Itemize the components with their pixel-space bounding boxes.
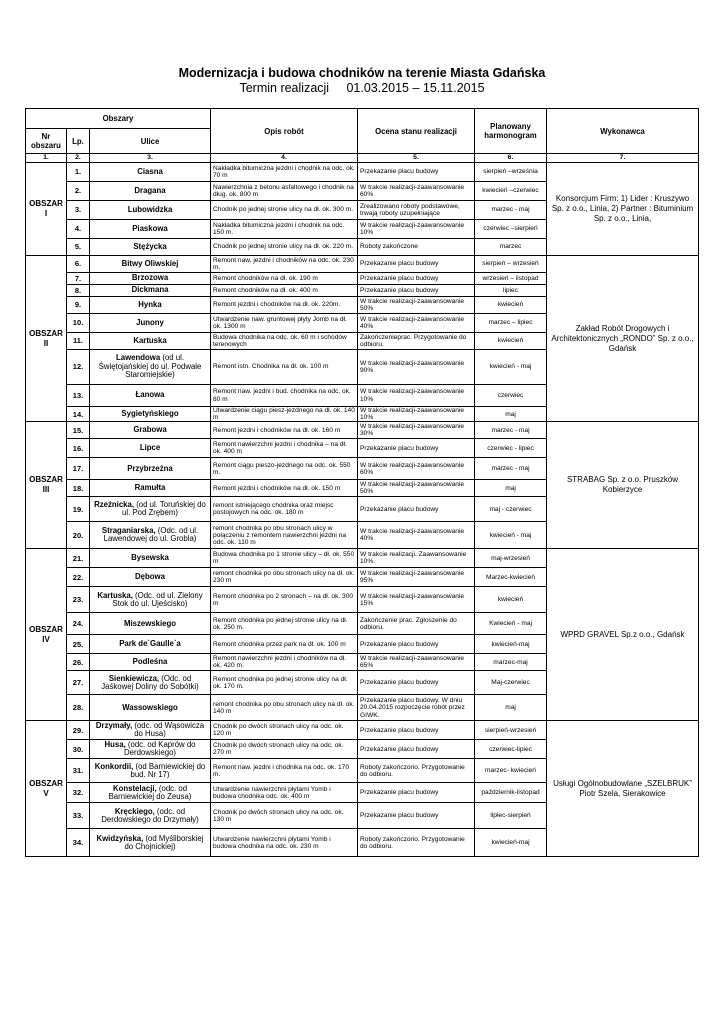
document-subtitle: Termin realizacji 01.03.2015 – 15.11.2015	[239, 81, 485, 95]
works-description: Remont chodnika przez park na dł. ok. 100 m	[211, 635, 358, 654]
works-description: Remont jezdni i chodników na dł. ok. 150 m	[211, 480, 358, 497]
street-cell	[90, 803, 211, 829]
column-number: 6.	[475, 154, 547, 163]
row-lp: 19.	[67, 497, 90, 522]
row-lp: 33.	[67, 803, 90, 829]
progress-assessment: Przekazanie placu budowy	[358, 439, 475, 458]
row-lp: 1.	[67, 163, 90, 182]
works-description: Remont chodników na dł. ok. 400 m	[211, 285, 358, 297]
street-cell	[90, 285, 211, 297]
street-cell	[90, 587, 211, 613]
street-name: Bysewska	[131, 553, 169, 563]
street-name: Kartuska	[133, 335, 167, 345]
street-cell	[90, 522, 211, 549]
street-cell	[90, 635, 211, 654]
street-cell	[90, 568, 211, 587]
street-note: (od Myśliborskiej do Chojnickiej)	[124, 833, 204, 851]
street-cell	[90, 256, 211, 273]
street-cell	[90, 385, 211, 407]
works-description: Budowa chodnika po 1 stronie ulicy – dł. ok. 550 m	[211, 549, 358, 568]
row-lp: 20.	[67, 522, 90, 549]
street-cell	[90, 613, 211, 635]
progress-assessment: Zrealizowano roboty podstawowe, trwają roboty uzupełniające	[358, 201, 475, 220]
planned-schedule: kwiecień	[475, 297, 547, 314]
progress-assessment: Roboty zakończone	[358, 239, 475, 256]
area-name: OBSZAR V	[26, 721, 67, 857]
row-lp: 26.	[67, 654, 90, 671]
street-name: Lawendowa	[115, 353, 161, 363]
works-description: Remont naw. jezdni i bud. chodnika na odc. ok. 80 m	[211, 385, 358, 407]
planned-schedule: wrzesień – listopad	[475, 273, 547, 285]
progress-assessment: W trakcie realizacji-zaawansowanie 10%	[358, 385, 475, 407]
planned-schedule: sierpień – wrzesień	[475, 256, 547, 273]
street-note: (Odc. od ul. Zielony Stok do ul. Ujeścisko)	[112, 590, 203, 608]
street-name: Sygietyńskiego	[121, 409, 179, 418]
street-cell	[90, 297, 211, 314]
document-title: Modernizacja i budowa chodników na terenie Miasta Gdańska	[178, 66, 546, 80]
works-description: Remont naw. jezdni i chodników na odc. ok. 230 m.	[211, 256, 358, 273]
street-cell	[90, 549, 211, 568]
street-name: Łanowa	[135, 390, 165, 400]
column-number: 7.	[547, 154, 699, 163]
header-obszary: Obszary	[26, 109, 211, 129]
contractor: Zakład Robót Drogowych i Architektonicznych „RONDO” Sp. z o.o., Gdańsk	[547, 256, 699, 422]
contractor: Konsorcjum Firm: 1) Lider : Kruszywo Sp. z o.o., Linia, 2) Partner : Bituminium Sp. z o.o., Linia,	[547, 163, 699, 256]
progress-assessment: W trakcie realizacji. Zaawansowanie 10%.	[358, 549, 475, 568]
row-lp: 30.	[67, 740, 90, 759]
planned-schedule: maj	[475, 480, 547, 497]
row-lp: 24.	[67, 613, 90, 635]
header-harmonogram: Planowany harmonogram	[475, 109, 547, 154]
progress-assessment: Zakończenie prac. Zgłoszenie do odbioru.	[358, 613, 475, 635]
works-description: Remont chodnika po 2 stronach – na dł. ok. 300 m	[211, 587, 358, 613]
progress-assessment: Roboty zakończono. Przygotowanie do odbioru.	[358, 829, 475, 857]
planned-schedule: kwiecień - maj	[475, 350, 547, 385]
street-name: Konstelacji,	[112, 783, 157, 793]
progress-assessment: Przekazanie placu budowy	[358, 803, 475, 829]
column-number: 5.	[358, 154, 475, 163]
street-name: Drzymały,	[95, 721, 133, 730]
progress-assessment: Przekazanie placu budowy	[358, 256, 475, 273]
street-name: Hynka	[138, 299, 162, 309]
street-note: (od ul. Świętojańskiej do ul. Podwale Staromiejskie)	[98, 353, 202, 380]
contractor: WPRD GRAVEL Sp.z o.o., Gdańsk	[547, 549, 699, 721]
street-cell	[90, 654, 211, 671]
street-cell	[90, 422, 211, 439]
street-name: Konkordii,	[94, 761, 134, 771]
progress-assessment: Przekazanie placu budowy	[358, 163, 475, 182]
street-cell	[90, 239, 211, 256]
works-description: Utwardzenie naw. gruntowej płyty Jomb na dł. ok. 1300 m	[211, 314, 358, 333]
street-name: Miszewskiego	[124, 618, 176, 628]
street-note: (od ul. Toruńskiej do ul. Pod Zrębem)	[122, 500, 206, 518]
progress-assessment: W trakcie realizacji-zaawansowanie 60%	[358, 182, 475, 201]
works-description: Remont chodników na dł. ok. 190 m	[211, 273, 358, 285]
table-row	[26, 163, 699, 182]
header-ulice: Ulice	[90, 129, 211, 154]
street-cell	[90, 671, 211, 695]
header-lp: Lp.	[67, 129, 90, 154]
planned-schedule: maj - czerwiec	[475, 497, 547, 522]
row-lp: 14.	[67, 407, 90, 422]
row-lp: 13.	[67, 385, 90, 407]
street-note: (Odc. od ul. Lawendowej do ul. Grobla)	[103, 526, 199, 544]
row-lp: 12.	[67, 350, 90, 385]
works-description: Remont ciągu pieszo-jezdnego na odc. ok. 550 m.	[211, 458, 358, 480]
works-description: Nakładka bitumiczna jezdni i chodnik na odc. 150 m.	[211, 220, 358, 239]
works-description: Chodnik po dwóch stronach ulicy na odc. ok. 120 m	[211, 721, 358, 740]
street-name: Lubowidzka	[127, 204, 173, 214]
works-description: Chodnik po jednej stronie ulicy na dł. ok. 300 m.	[211, 201, 358, 220]
street-name: Wassowskiego	[122, 702, 178, 712]
progress-assessment: Zakończenieprac. Przygotowanie do odbioru.	[358, 333, 475, 350]
works-description: Utwardzenie ciągu piesz-jezdnego na dł. ok. 140 m	[211, 407, 358, 422]
progress-assessment: W trakcie realizacji-zaawansowanie 90%	[358, 350, 475, 385]
area-name: OBSZAR I	[26, 163, 67, 256]
row-lp: 5.	[67, 239, 90, 256]
progress-assessment: W trakcie realizacji-zaawansowanie 50%	[358, 480, 475, 497]
planned-schedule: kwiecień-maj	[475, 829, 547, 857]
row-lp: 3.	[67, 201, 90, 220]
works-description: Remont chodnika po jednej stronie ulicy na dł. ok. 250 m.	[211, 613, 358, 635]
row-lp: 18.	[67, 480, 90, 497]
progress-assessment: W trakcie realizacji-zaawansowanie 65%	[358, 654, 475, 671]
planned-schedule: marzec - maj	[475, 201, 547, 220]
works-description: Remont chodnika po jednej stronie ulicy na dł. ok. 170 m.	[211, 671, 358, 695]
planned-schedule: Maj-czerwiec	[475, 671, 547, 695]
street-name: Kwidzyńska,	[96, 833, 144, 843]
works-description: Chodnik po dwóch stronach ulicy na odc. ok. 130 m	[211, 803, 358, 829]
row-lp: 29.	[67, 721, 90, 740]
progress-assessment: Przekazanie placu budowy	[358, 273, 475, 285]
progress-assessment: Przekazanie placu budowy	[358, 671, 475, 695]
street-cell	[90, 721, 211, 740]
planned-schedule: kwiecień	[475, 587, 547, 613]
street-name: Bitwy Oliwskiej	[121, 258, 179, 268]
works-description: Chodnik po dwóch stronach ulicy na odc. ok. 270 m	[211, 740, 358, 759]
works-description: Budowa chodnika na odc. ok. 60 m i schodów terenowych	[211, 333, 358, 350]
street-note: (odc. od Wąsowicza do Husa)	[132, 721, 205, 739]
column-number: 4.	[211, 154, 358, 163]
header-ocena: Ocena stanu realizacji	[358, 109, 475, 154]
planned-schedule: kwiecień - maj	[475, 522, 547, 549]
street-cell	[90, 273, 211, 285]
contractor: STRABAG Sp. z o.o. Pruszków Kobierzyce	[547, 422, 699, 549]
street-cell	[90, 695, 211, 721]
planned-schedule: sierpień-wrzesień	[475, 721, 547, 740]
header-row	[26, 109, 699, 129]
row-lp: 22.	[67, 568, 90, 587]
row-lp: 16.	[67, 439, 90, 458]
planned-schedule: lipiec-sierpień	[475, 803, 547, 829]
street-cell	[90, 407, 211, 422]
street-cell	[90, 333, 211, 350]
planned-schedule: marzec - maj	[475, 458, 547, 480]
progress-assessment: W trakcie realizacji-zaawansowanie 10%	[358, 407, 475, 422]
row-lp: 25.	[67, 635, 90, 654]
planned-schedule: marzec- kwiecień	[475, 759, 547, 783]
progress-assessment: W trakcie realizacji-zaawansowanie 10%	[358, 220, 475, 239]
works-description: remont chodnika po obu stronach ulicy na dł. ok. 140 m	[211, 695, 358, 721]
row-lp: 4.	[67, 220, 90, 239]
street-name: Podleśna	[132, 657, 168, 667]
progress-assessment: W trakcie realizacji-zaawansowanie 60%	[358, 458, 475, 480]
street-cell	[90, 220, 211, 239]
works-description: Chodnik po jednej stronie ulicy na dł. ok. 220 m.	[211, 239, 358, 256]
street-cell	[90, 497, 211, 522]
table-row	[26, 422, 699, 439]
progress-assessment: Przekazanie placu budowy	[358, 635, 475, 654]
street-cell	[90, 783, 211, 803]
row-lp: 7.	[67, 273, 90, 285]
table-row	[26, 256, 699, 273]
works-description: remont chodnika po obu stronach ulicy na dł. ok. 230 m	[211, 568, 358, 587]
street-cell	[90, 740, 211, 759]
street-name: Kartuska,	[97, 590, 133, 600]
street-name: Dębowa	[135, 572, 165, 582]
planned-schedule: kwiecień-maj	[475, 635, 547, 654]
row-lp: 17.	[67, 458, 90, 480]
column-number: 3.	[90, 154, 211, 163]
street-name: Przybrzeżna	[127, 463, 173, 473]
table-row	[26, 721, 699, 740]
street-name: Ciasna	[137, 166, 163, 176]
planned-schedule: maj-wrzesień	[475, 549, 547, 568]
progress-assessment: W trakcie realizacji-zaawansowanie 50%	[358, 297, 475, 314]
street-name: Stężycka	[133, 241, 167, 251]
street-name: Husa,	[104, 740, 126, 749]
column-number: 2.	[67, 154, 90, 163]
row-lp: 8.	[67, 285, 90, 297]
contractor: Usługi Ogólnobudowlane „SZELBRUK” Piotr Szela, Sierakowice	[547, 721, 699, 857]
street-name: Lipce	[139, 443, 161, 453]
header-wykonawca: Wykonawca	[547, 109, 699, 154]
planned-schedule: październik-listopad	[475, 783, 547, 803]
planned-schedule: lipiec	[475, 285, 547, 297]
street-cell	[90, 480, 211, 497]
street-name: Sienkiewicza,	[108, 673, 160, 683]
street-cell	[90, 759, 211, 783]
column-number: 1.	[26, 154, 67, 163]
works-description: Utwardzenie nawierzchni płytami Yomb i budowa chodnika na odc. ok. 230 m	[211, 829, 358, 857]
planned-schedule: marzec	[475, 239, 547, 256]
street-name: Ramułta	[134, 483, 166, 493]
works-description: Remont naw. jezdni i chodnika na odc. ok. 170 m.	[211, 759, 358, 783]
works-description: Remont istn. Chodnika na dł. ok. 100 m	[211, 350, 358, 385]
row-lp: 21.	[67, 549, 90, 568]
row-lp: 15.	[67, 422, 90, 439]
street-cell	[90, 182, 211, 201]
planned-schedule: kwiecień	[475, 333, 547, 350]
row-lp: 2.	[67, 182, 90, 201]
progress-assessment: W trakcie realizacji-zaawansowanie 40%	[358, 522, 475, 549]
row-lp: 34.	[67, 829, 90, 857]
progress-assessment: Przekazanie placu budowy	[358, 740, 475, 759]
street-name: Piaskowa	[132, 223, 168, 233]
planned-schedule: marzec – lipiec	[475, 314, 547, 333]
planned-schedule: Marzec-kwiecień	[475, 568, 547, 587]
works-description: Nakładka bitumiczna jezdni i chodnik na odc. ok. 70 m	[211, 163, 358, 182]
works-description: Utwardzenie nawierzchni płytami Yomb i budowa chodnika odc. ok. 400 m	[211, 783, 358, 803]
row-lp: 23.	[67, 587, 90, 613]
street-name: Rzeźnicka,	[94, 500, 135, 509]
street-cell	[90, 829, 211, 857]
street-name: Junony	[136, 317, 164, 327]
numbering-row	[26, 154, 699, 163]
row-lp: 11.	[67, 333, 90, 350]
row-lp: 31.	[67, 759, 90, 783]
row-lp: 10.	[67, 314, 90, 333]
street-cell	[90, 163, 211, 182]
progress-assessment: W trakcie realizacji-zaawansowanie 15%	[358, 587, 475, 613]
planned-schedule: czerwiec –sierpień	[475, 220, 547, 239]
planned-schedule: czerwiec - lipiec	[475, 439, 547, 458]
row-lp: 32.	[67, 783, 90, 803]
planned-schedule: marzec-maj	[475, 654, 547, 671]
street-name: Grabowa	[133, 425, 167, 435]
street-cell	[90, 439, 211, 458]
works-description: Remont nawierzchni jezdni i chodnika – na dł. ok. 400 m	[211, 439, 358, 458]
progress-assessment: Roboty zakończono. Przygotowanie do odbioru.	[358, 759, 475, 783]
progress-assessment: W trakcie realizacji-zaawansowanie 40%	[358, 314, 475, 333]
street-name: Straganiarska,	[101, 526, 156, 535]
street-note: (od Barniewickiej do bud. Nr 17)	[130, 761, 206, 779]
street-note: (odc. od Barniewickiej do Zeusa)	[108, 783, 192, 801]
planned-schedule: czerwiec-lipiec	[475, 740, 547, 759]
street-name: Brzozowa	[131, 273, 169, 283]
street-name: Dragana	[134, 185, 166, 195]
street-cell	[90, 314, 211, 333]
planned-schedule: czerwiec	[475, 385, 547, 407]
row-lp: 6.	[67, 256, 90, 273]
planned-schedule: Kwiecień - maj	[475, 613, 547, 635]
works-description: Remont nawierzchni jezdni i chodników na dł. ok. 420 m.	[211, 654, 358, 671]
street-name: Park de`Gaulle`a	[119, 639, 181, 649]
works-description: Nawierzchnia z betonu asfaltowego i chodnik na dług. ok. 800 m	[211, 182, 358, 201]
row-lp: 28.	[67, 695, 90, 721]
header-opis: Opis robót	[211, 109, 358, 154]
progress-assessment: Przekazanie placu budowy	[358, 497, 475, 522]
planned-schedule: kwiecień –czerwiec	[475, 182, 547, 201]
street-cell	[90, 458, 211, 480]
street-name: Kręckiego,	[114, 806, 155, 816]
progress-assessment: W trakcie realizacji-zaawansowanie 95%	[358, 568, 475, 587]
planned-schedule: marzec - maj	[475, 422, 547, 439]
row-lp: 9.	[67, 297, 90, 314]
progress-assessment: W trakcie realizacji-zaawansowanie 30%	[358, 422, 475, 439]
street-note: (odc. od Derdowskiego do Drzymały)	[101, 806, 199, 824]
works-description: remont chodnika po obu stronach ulicy w połączeniu z remontem nawierzchni jezdni na odc. ok. 110 m	[211, 522, 358, 549]
works-description: Remont jezdni i chodników na dł. ok. 160 m	[211, 422, 358, 439]
street-name: Dickmana	[131, 285, 169, 295]
planned-schedule: sierpień –września	[475, 163, 547, 182]
street-cell	[90, 201, 211, 220]
planned-schedule: maj	[475, 407, 547, 422]
progress-assessment: Przekazanie placu budowy	[358, 285, 475, 297]
works-description: remont istniejącego chodnika oraz miejsc postojowych na odc. ok. 180 m	[211, 497, 358, 522]
header-nr-obszaru: Nr obszaru	[26, 129, 67, 154]
row-lp: 27.	[67, 671, 90, 695]
planned-schedule: maj	[475, 695, 547, 721]
works-description: Remont jezdni i chodników na dł. ok. 220m.	[211, 297, 358, 314]
area-name: OBSZAR II	[26, 256, 67, 422]
progress-assessment: Przekazanie placu budowy. W dniu 20.04.2015 rozpoczęcie robót przez GIWK.	[358, 695, 475, 721]
street-note: (Odc. od Jaśkowej Doliny do Sobótki)	[101, 673, 199, 691]
area-name: OBSZAR III	[26, 422, 67, 549]
progress-assessment: Przekazanie placu budowy	[358, 783, 475, 803]
area-name: OBSZAR IV	[26, 549, 67, 721]
table-row	[26, 549, 699, 568]
progress-assessment: Przekazanie placu budowy	[358, 721, 475, 740]
street-cell	[90, 350, 211, 385]
street-note: (odc. od Kaprów do Derdowskiego)	[124, 740, 196, 758]
works-table	[25, 108, 699, 857]
